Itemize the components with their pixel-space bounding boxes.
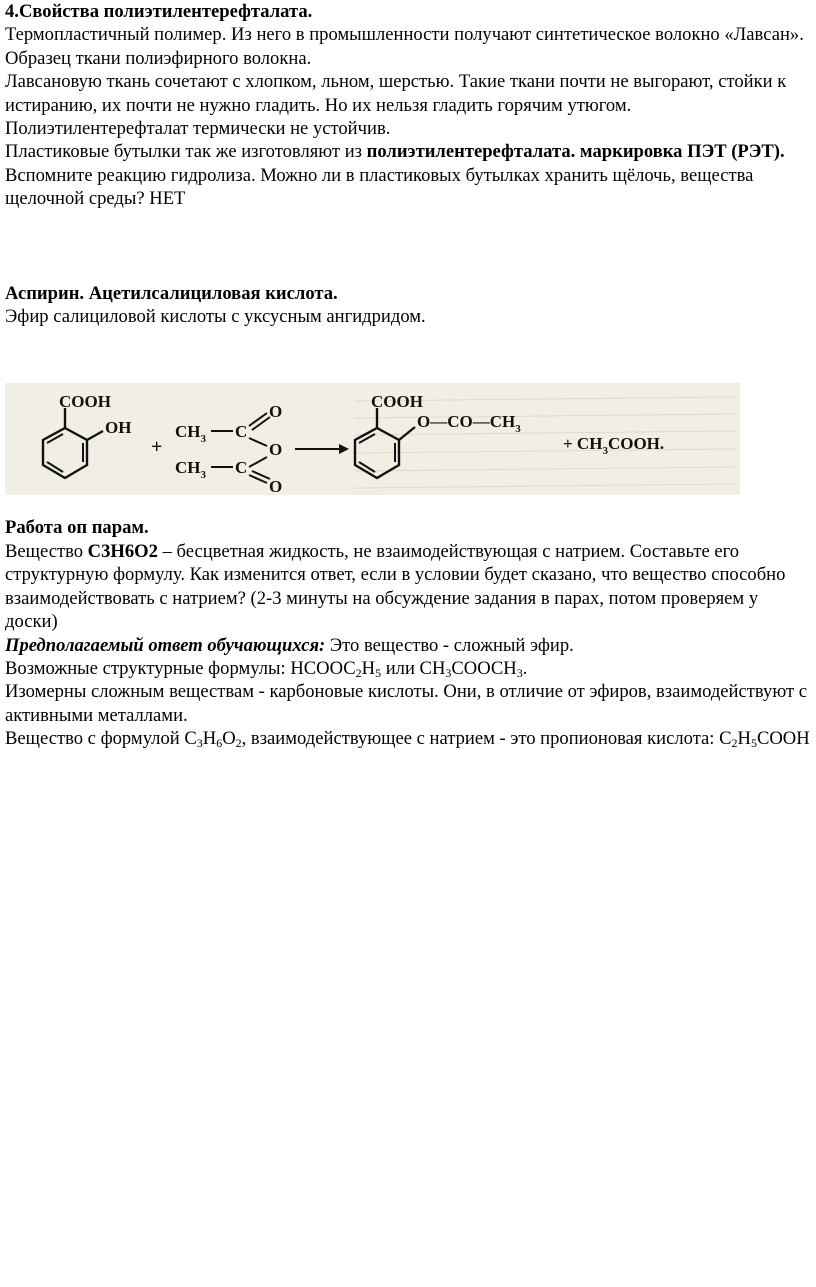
cooh-label-1: COOH (59, 392, 111, 411)
oh-label: OH (105, 418, 132, 437)
section-heading-pair-work: Работа оп парам. (5, 517, 149, 539)
paragraph-thermal: Полиэтилентерефталат термически не устойчив. (5, 118, 391, 140)
paragraph-ester-description: Эфир салициловой кислоты с уксусным ангидридом. (5, 306, 426, 328)
pet-marking: полиэтилентерефталата. маркировка ПЭТ (РЭТ). (366, 141, 785, 163)
document-page (5, 0, 811, 751)
o-top-label: O (269, 402, 283, 421)
reaction-scheme (5, 383, 740, 495)
reaction-arrow (295, 444, 349, 454)
paragraph-expected-answer: Предполагаемый ответ обучающихся: Это вещество - сложный эфир. (5, 634, 574, 656)
c-top-label: C (235, 422, 248, 441)
acetic-acid-byproduct: + $CH_3COOH$. (563, 434, 665, 457)
paragraph-fabric-sample: Образец ткани полиэфирного волокна. (5, 47, 312, 69)
paragraph-lavsan-fabric: Лавсановую ткань сочетают с хлопком, льном, шерстью. Такие ткани почти не выгорают, стойки к истиранию, их почти не нужно гладить. Но их нельзя гладить горячим утюгом. (5, 71, 787, 116)
paragraph-hydrolysis-question: Вспомните реакцию гидролиза. Можно ли в пластиковых бутылках хранить щёлочь, вещества щелочной среды? НЕТ (5, 164, 754, 210)
formula-c3h6o2: С3Н6О2 (87, 540, 158, 562)
expected-answer-label: Предполагаемый ответ обучающихся: (5, 634, 326, 656)
salicylic-acid (43, 392, 131, 478)
paragraph-task: Вещество С3Н6О2 – бесцветная жидкость, не взаимодействующая с натрием. Составьте его структурную формулу. Как изменится ответ, если в условии будет сказано, что вещество способно взаимодействовать с натрием? (2-3 минуты на обсуждение задания в парах, потом проверяем у доски) (5, 540, 786, 633)
acetic-anhydride (175, 402, 282, 495)
section-heading-aspirin: Аспирин. Ацетилсалициловая кислота. (5, 282, 338, 304)
plus-sign-1: + (151, 436, 163, 458)
o-bottom-label: O (269, 477, 283, 495)
aspirin-reaction-figure (5, 383, 740, 495)
c-bottom-label: C (235, 458, 248, 477)
paragraph-polymer: Термопластичный полимер. Из него в промышленности получают синтетическое волокно «Лавсан». (5, 24, 804, 46)
o-middle-label: O (269, 440, 283, 459)
section-heading-pet: 4.Свойства полиэтилентерефталата. (5, 1, 313, 22)
ch3-top-label: $CH_3$ (175, 422, 206, 445)
paragraph-bottles: Пластиковые бутылки так же изготовляют из полиэтилентерефталата. маркировка ПЭТ (РЭТ). (5, 141, 785, 163)
ester-chain-label: $O—CO—CH_3$ (417, 412, 521, 435)
paragraph-isomers: Изомерны сложным веществам - карбоновые кислоты. Они, в отличие от эфиров, взаимодействуют с активными металлами. (5, 681, 807, 726)
cooh-label-2: COOH (371, 392, 423, 411)
ch3-bottom-label: $CH_3$ (175, 458, 206, 481)
paragraph-propionic-acid: Вещество с формулой $С_3Н_6О_2$, взаимодействующее с натрием - это пропионовая кислота: $С_2Н_5СООН$ (5, 728, 810, 751)
paragraph-structural-formulas: Возможные структурные формулы: $НСООС_2Н_5$ или $СН_3СООСН_3$. (5, 657, 528, 680)
